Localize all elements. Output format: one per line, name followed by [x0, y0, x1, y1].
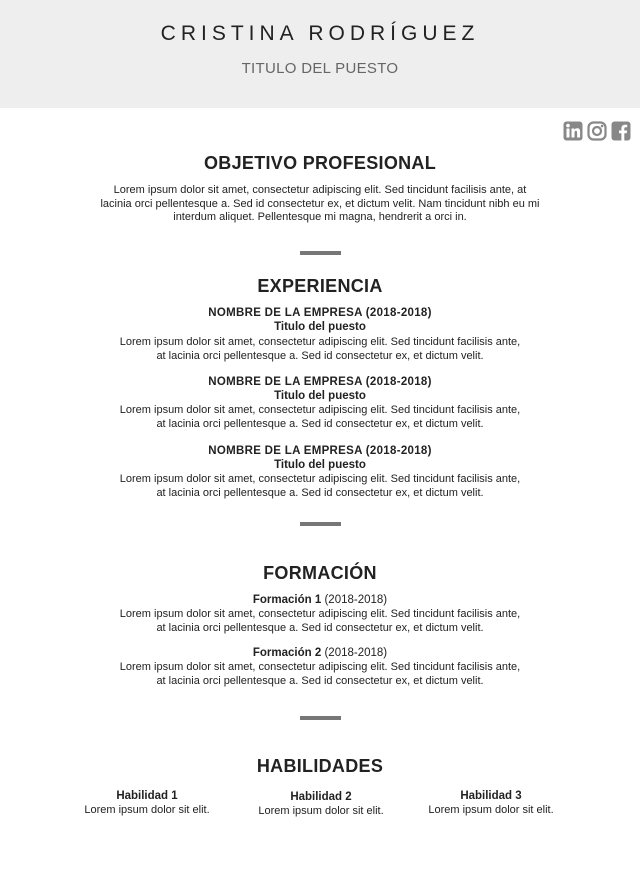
education-description	[90, 608, 550, 635]
facebook-icon[interactable]	[611, 121, 631, 141]
linkedin-icon[interactable]	[563, 121, 583, 141]
description-line: Lorem ipsum dolor sit amet, consectetur adipiscing elit. Sed tincidunt facilisis ante,	[119, 473, 521, 485]
education-years: (2018-2018)	[324, 594, 388, 606]
description-line: at lacinia orci pellentesque a. Sed id consectetur ex, et dictum velit.	[156, 674, 484, 687]
objective-heading: OBJETIVO PROFESIONAL	[203, 153, 437, 173]
section-divider	[300, 522, 341, 526]
experience-description	[90, 473, 550, 500]
skill-description: Lorem ipsum dolor sit elit.	[84, 804, 210, 816]
resume-header	[0, 0, 640, 108]
education-title	[0, 594, 640, 606]
education-name: Formación 1	[252, 594, 322, 606]
skill-item	[231, 791, 411, 817]
skills-heading: HABILIDADES	[256, 756, 384, 776]
objective-line: lacinia orci pellentesque a. Sed id consectetur ex, et dictum velit. Nam tincidunt nibh eu mi	[100, 197, 540, 210]
skill-description: Lorem ipsum dolor sit elit.	[428, 804, 554, 816]
description-line: at lacinia orci pellentesque a. Sed id consectetur ex, et dictum velit.	[156, 486, 484, 499]
skill-item	[401, 790, 581, 816]
experience-heading: EXPERIENCIA	[257, 276, 383, 296]
skill-name: Habilidad 1	[116, 790, 178, 802]
company-name: NOMBRE DE LA EMPRESA (2018-2018)	[208, 445, 432, 457]
objective-line: Lorem ipsum dolor sit amet, consectetur adipiscing elit. Sed tincidunt facilisis ante, at	[113, 184, 527, 196]
social-links	[563, 121, 631, 141]
description-line: Lorem ipsum dolor sit amet, consectetur adipiscing elit. Sed tincidunt facilisis ante,	[119, 336, 521, 348]
description-line: at lacinia orci pellentesque a. Sed id consectetur ex, et dictum velit.	[156, 621, 484, 634]
skill-description: Lorem ipsum dolor sit elit.	[258, 805, 384, 817]
description-line: at lacinia orci pellentesque a. Sed id consectetur ex, et dictum velit.	[156, 349, 484, 362]
education-title	[0, 647, 640, 659]
skill-name: Habilidad 3	[460, 790, 522, 802]
company-name: NOMBRE DE LA EMPRESA (2018-2018)	[208, 307, 432, 319]
skill-name: Habilidad 2	[290, 791, 352, 803]
role-title: Titulo del puesto	[274, 459, 366, 471]
experience-description	[90, 404, 550, 431]
description-line: at lacinia orci pellentesque a. Sed id consectetur ex, et dictum velit.	[156, 417, 484, 430]
education-years: (2018-2018)	[324, 647, 388, 659]
role-title: Titulo del puesto	[274, 390, 366, 402]
description-line: Lorem ipsum dolor sit amet, consectetur adipiscing elit. Sed tincidunt facilisis ante,	[119, 404, 521, 416]
education-description	[90, 661, 550, 688]
experience-description	[90, 336, 550, 363]
education-heading: FORMACIÓN	[263, 563, 377, 583]
description-line: Lorem ipsum dolor sit amet, consectetur adipiscing elit. Sed tincidunt facilisis ante,	[119, 608, 521, 620]
objective-text	[60, 184, 580, 225]
section-divider	[300, 716, 341, 720]
objective-line: interdum aliquet. Pellentesque mi magna, hendrerit a orci in.	[173, 211, 467, 223]
candidate-name: CRISTINA RODRÍGUEZ	[160, 22, 480, 45]
description-line: Lorem ipsum dolor sit amet, consectetur adipiscing elit. Sed tincidunt facilisis ante,	[119, 661, 521, 673]
role-title: Titulo del puesto	[274, 321, 366, 333]
education-name: Formación 2	[252, 647, 322, 659]
job-title: TITULO DEL PUESTO	[241, 60, 399, 77]
instagram-icon[interactable]	[587, 121, 607, 141]
company-name: NOMBRE DE LA EMPRESA (2018-2018)	[208, 376, 432, 388]
skill-item	[57, 790, 237, 816]
section-divider	[300, 251, 341, 255]
